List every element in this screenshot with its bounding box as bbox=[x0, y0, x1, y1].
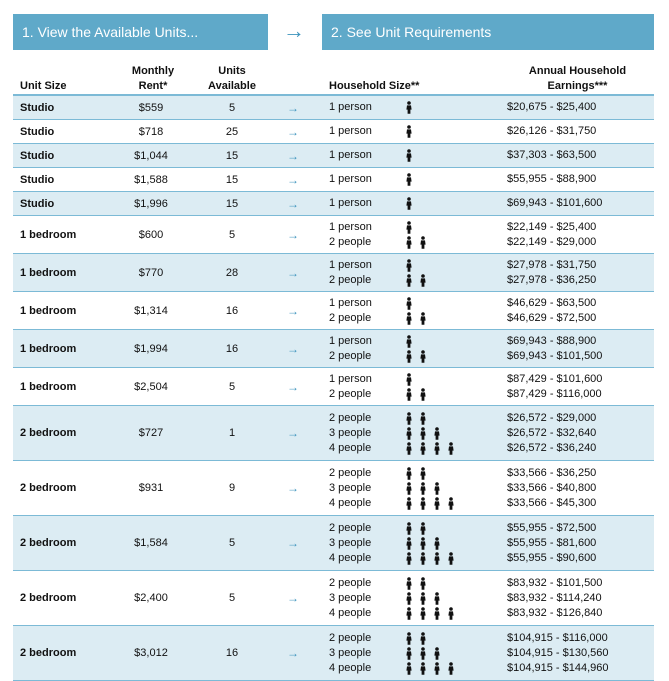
step-2-banner: 2. See Unit Requirements bbox=[322, 14, 654, 50]
person-icons-row bbox=[404, 124, 418, 139]
person-icons-row bbox=[404, 196, 418, 211]
right-arrow-icon: → bbox=[287, 149, 299, 163]
right-arrow-icon: → bbox=[287, 197, 299, 211]
earnings-range: $33,566 - $36,250 bbox=[507, 467, 597, 479]
table-row bbox=[13, 96, 654, 119]
household-sizes bbox=[329, 258, 372, 288]
units-available: 5 bbox=[228, 102, 236, 114]
person-icon bbox=[418, 607, 432, 620]
unit-size: Studio bbox=[20, 198, 55, 210]
person-icon bbox=[404, 412, 418, 425]
right-arrow-icon: → bbox=[287, 125, 299, 139]
person-icon bbox=[418, 522, 432, 535]
person-icon bbox=[418, 388, 432, 401]
units-available: 16 bbox=[225, 647, 239, 659]
person-icon bbox=[418, 412, 432, 425]
monthly-rent: $770 bbox=[138, 267, 164, 279]
person-icons-row bbox=[404, 372, 432, 387]
people-icons bbox=[404, 258, 432, 288]
units-available: 9 bbox=[228, 482, 236, 494]
household-size-label: 1 person bbox=[329, 101, 372, 113]
person-icon bbox=[446, 552, 460, 565]
annual-earnings bbox=[507, 100, 596, 115]
person-icon bbox=[404, 197, 418, 210]
units-available: 25 bbox=[225, 126, 239, 138]
household-size-label: 2 people bbox=[329, 350, 372, 362]
person-icons-row bbox=[404, 296, 432, 311]
person-icons-row bbox=[404, 631, 460, 646]
household-sizes bbox=[329, 334, 372, 364]
household-size-label: 1 person bbox=[329, 149, 372, 161]
monthly-rent: $2,400 bbox=[134, 592, 168, 604]
units-available: 15 bbox=[225, 174, 239, 186]
household-size-label: 2 people bbox=[329, 274, 372, 286]
household-sizes bbox=[329, 124, 372, 139]
annual-earnings bbox=[507, 296, 596, 326]
person-icons-row bbox=[404, 591, 460, 606]
unit-size: Studio bbox=[20, 126, 55, 138]
person-icon bbox=[404, 388, 418, 401]
monthly-rent: $1,584 bbox=[134, 537, 168, 549]
household-size-label: 1 person bbox=[329, 125, 372, 137]
person-icons-row bbox=[404, 387, 432, 402]
person-icon bbox=[418, 592, 432, 605]
person-icon bbox=[404, 350, 418, 363]
earnings-range: $22,149 - $29,000 bbox=[507, 236, 597, 248]
units-available: 28 bbox=[225, 267, 239, 279]
people-icons bbox=[404, 521, 460, 566]
table-row bbox=[13, 571, 654, 625]
household-size-label: 2 people bbox=[329, 236, 372, 248]
people-icons bbox=[404, 411, 460, 456]
unit-size: Studio bbox=[20, 150, 55, 162]
units-available: 15 bbox=[225, 150, 239, 162]
household-size-label: 3 people bbox=[329, 647, 372, 659]
unit-size: 2 bedroom bbox=[20, 427, 77, 439]
household-sizes bbox=[329, 220, 372, 250]
annual-earnings bbox=[507, 334, 602, 364]
person-icon bbox=[404, 662, 418, 675]
monthly-rent: $1,996 bbox=[134, 198, 168, 210]
earnings-range: $55,955 - $88,900 bbox=[507, 173, 597, 185]
earnings-range: $83,932 - $101,500 bbox=[507, 577, 603, 589]
household-size-label: 2 people bbox=[329, 522, 372, 534]
earnings-range: $33,566 - $40,800 bbox=[507, 482, 597, 494]
person-icons-row bbox=[404, 551, 460, 566]
people-icons bbox=[404, 466, 460, 511]
earnings-range: $83,932 - $126,840 bbox=[507, 607, 603, 619]
person-icon bbox=[418, 632, 432, 645]
person-icon bbox=[418, 427, 432, 440]
person-icons-row bbox=[404, 411, 460, 426]
earnings-range: $87,429 - $101,600 bbox=[507, 373, 603, 385]
household-size-label: 3 people bbox=[329, 537, 372, 549]
person-icon bbox=[404, 373, 418, 386]
earnings-range: $104,915 - $130,560 bbox=[507, 647, 609, 659]
earnings-range: $46,629 - $72,500 bbox=[507, 312, 597, 324]
person-icon bbox=[404, 101, 418, 114]
earnings-range: $69,943 - $88,900 bbox=[507, 335, 597, 347]
household-size-label: 3 people bbox=[329, 427, 372, 439]
person-icon bbox=[432, 442, 446, 455]
person-icons-row bbox=[404, 496, 460, 511]
person-icon bbox=[432, 427, 446, 440]
household-size-label: 2 people bbox=[329, 312, 372, 324]
unit-size: 2 bedroom bbox=[20, 592, 77, 604]
person-icon bbox=[404, 522, 418, 535]
unit-size: 2 bedroom bbox=[20, 647, 77, 659]
unit-size: 1 bedroom bbox=[20, 267, 77, 279]
person-icons-row bbox=[404, 576, 460, 591]
household-size-label: 1 person bbox=[329, 335, 372, 347]
earnings-range: $22,149 - $25,400 bbox=[507, 221, 597, 233]
person-icon bbox=[404, 149, 418, 162]
monthly-rent: $600 bbox=[138, 229, 164, 241]
unit-size: 1 bedroom bbox=[20, 305, 77, 317]
monthly-rent: $1,314 bbox=[134, 305, 168, 317]
person-icon bbox=[404, 259, 418, 272]
person-icon bbox=[404, 297, 418, 310]
people-icons bbox=[404, 148, 418, 163]
household-sizes bbox=[329, 296, 372, 326]
unit-size: Studio bbox=[20, 174, 55, 186]
person-icon bbox=[432, 607, 446, 620]
person-icon bbox=[432, 647, 446, 660]
earnings-range: $26,572 - $29,000 bbox=[507, 412, 597, 424]
person-icons-row bbox=[404, 258, 432, 273]
person-icons-row bbox=[404, 172, 418, 187]
monthly-rent: $559 bbox=[138, 102, 164, 114]
annual-earnings bbox=[507, 172, 596, 187]
earnings-range: $26,572 - $36,240 bbox=[507, 442, 597, 454]
person-icons-row bbox=[404, 100, 418, 115]
footnote-fragment bbox=[0, 675, 669, 679]
person-icon bbox=[446, 607, 460, 620]
people-icons bbox=[404, 124, 418, 139]
earnings-range: $69,943 - $101,500 bbox=[507, 350, 603, 362]
earnings-range: $26,126 - $31,750 bbox=[507, 125, 597, 137]
person-icon bbox=[418, 647, 432, 660]
person-icon bbox=[418, 577, 432, 590]
household-sizes bbox=[329, 521, 371, 566]
annual-earnings bbox=[507, 220, 596, 250]
annual-earnings bbox=[507, 576, 602, 621]
household-size-label: 1 person bbox=[329, 259, 372, 271]
person-icons-row bbox=[404, 148, 418, 163]
people-icons bbox=[404, 100, 418, 115]
person-icon bbox=[418, 497, 432, 510]
right-arrow-icon: → bbox=[287, 536, 299, 550]
right-arrow-icon: → bbox=[287, 426, 299, 440]
person-icon bbox=[404, 442, 418, 455]
units-available: 16 bbox=[225, 343, 239, 355]
earnings-range: $46,629 - $63,500 bbox=[507, 297, 597, 309]
table-row bbox=[13, 192, 654, 215]
monthly-rent: $1,588 bbox=[134, 174, 168, 186]
household-size-label: 2 people bbox=[329, 632, 372, 644]
annual-earnings bbox=[507, 411, 596, 456]
annual-earnings bbox=[507, 631, 609, 676]
right-arrow-icon: → bbox=[287, 481, 299, 495]
monthly-rent: $718 bbox=[138, 126, 164, 138]
header-unit-size: Unit Size bbox=[20, 80, 67, 92]
annual-earnings bbox=[507, 521, 596, 566]
household-size-label: 1 person bbox=[329, 221, 372, 233]
people-icons bbox=[404, 196, 418, 211]
earnings-range: $37,303 - $63,500 bbox=[507, 149, 597, 161]
person-icon bbox=[404, 274, 418, 287]
person-icons-row bbox=[404, 220, 432, 235]
person-icons-row bbox=[404, 311, 432, 326]
household-size-label: 4 people bbox=[329, 607, 372, 619]
right-arrow-icon: → bbox=[283, 18, 305, 43]
household-size-label: 4 people bbox=[329, 662, 372, 674]
person-icon bbox=[404, 221, 418, 234]
person-icons-row bbox=[404, 273, 432, 288]
people-icons bbox=[404, 576, 460, 621]
annual-earnings bbox=[507, 148, 596, 163]
earnings-range: $104,915 - $144,960 bbox=[507, 662, 609, 674]
earnings-range: $33,566 - $45,300 bbox=[507, 497, 597, 509]
person-icon bbox=[432, 592, 446, 605]
monthly-rent: $3,012 bbox=[134, 647, 168, 659]
monthly-rent: $1,044 bbox=[134, 150, 168, 162]
person-icon bbox=[432, 497, 446, 510]
person-icon bbox=[432, 552, 446, 565]
household-size-label: 1 person bbox=[329, 373, 372, 385]
person-icon bbox=[404, 497, 418, 510]
unit-size: 1 bedroom bbox=[20, 343, 77, 355]
person-icon bbox=[404, 173, 418, 186]
person-icon bbox=[418, 274, 432, 287]
person-icons-row bbox=[404, 661, 460, 676]
household-sizes bbox=[329, 576, 371, 621]
person-icon bbox=[404, 312, 418, 325]
household-sizes bbox=[329, 411, 371, 456]
right-arrow-icon: → bbox=[287, 228, 299, 242]
units-available: 5 bbox=[228, 537, 236, 549]
units-available: 15 bbox=[225, 198, 239, 210]
person-icon bbox=[404, 482, 418, 495]
monthly-rent: $2,504 bbox=[134, 381, 168, 393]
person-icons-row bbox=[404, 521, 460, 536]
person-icons-row bbox=[404, 349, 432, 364]
table-row bbox=[13, 516, 654, 570]
unit-size: 2 bedroom bbox=[20, 537, 77, 549]
monthly-rent: $727 bbox=[138, 427, 164, 439]
right-arrow-icon: → bbox=[287, 380, 299, 394]
person-icon bbox=[404, 607, 418, 620]
household-size-label: 3 people bbox=[329, 482, 372, 494]
earnings-range: $27,978 - $36,250 bbox=[507, 274, 597, 286]
household-size-label: 2 people bbox=[329, 388, 372, 400]
person-icon bbox=[446, 662, 460, 675]
right-arrow-icon: → bbox=[287, 266, 299, 280]
earnings-range: $83,932 - $114,240 bbox=[507, 592, 602, 604]
table-row bbox=[13, 330, 654, 367]
right-arrow-icon: → bbox=[287, 591, 299, 605]
person-icon bbox=[432, 537, 446, 550]
table-row bbox=[13, 168, 654, 191]
person-icon bbox=[432, 482, 446, 495]
household-sizes bbox=[329, 100, 372, 115]
person-icon bbox=[418, 312, 432, 325]
people-icons bbox=[404, 172, 418, 187]
earnings-range: $26,572 - $32,640 bbox=[507, 427, 597, 439]
household-size-label: 1 person bbox=[329, 197, 372, 209]
person-icon bbox=[418, 482, 432, 495]
unit-size: 2 bedroom bbox=[20, 482, 77, 494]
person-icons-row bbox=[404, 235, 432, 250]
table-row bbox=[13, 461, 654, 515]
table-row bbox=[13, 406, 654, 460]
person-icon bbox=[418, 552, 432, 565]
person-icons-row bbox=[404, 536, 460, 551]
household-size-label: 4 people bbox=[329, 497, 372, 509]
person-icon bbox=[404, 125, 418, 138]
person-icon bbox=[404, 592, 418, 605]
person-icons-row bbox=[404, 606, 460, 621]
person-icon bbox=[418, 467, 432, 480]
person-icons-row bbox=[404, 441, 460, 456]
person-icon bbox=[404, 632, 418, 645]
household-sizes bbox=[329, 196, 372, 211]
units-available: 16 bbox=[225, 305, 239, 317]
household-size-label: 1 person bbox=[329, 173, 372, 185]
household-size-label: 2 people bbox=[329, 412, 372, 424]
people-icons bbox=[404, 631, 460, 676]
monthly-rent: $1,994 bbox=[134, 343, 168, 355]
table-row bbox=[13, 626, 654, 680]
people-icons bbox=[404, 334, 432, 364]
household-sizes bbox=[329, 631, 371, 676]
household-size-label: 2 people bbox=[329, 467, 372, 479]
units-available: 1 bbox=[228, 427, 236, 439]
units-available: 5 bbox=[228, 229, 236, 241]
household-size-label: 4 people bbox=[329, 552, 372, 564]
people-icons bbox=[404, 220, 432, 250]
person-icons-row bbox=[404, 334, 432, 349]
annual-earnings bbox=[507, 196, 602, 211]
person-icon bbox=[404, 236, 418, 249]
units-available: 5 bbox=[228, 381, 236, 393]
household-sizes bbox=[329, 372, 372, 402]
person-icon bbox=[404, 537, 418, 550]
table-row bbox=[13, 120, 654, 143]
table-row bbox=[13, 292, 654, 329]
table-row bbox=[13, 368, 654, 405]
person-icon bbox=[404, 552, 418, 565]
people-icons bbox=[404, 296, 432, 326]
annual-earnings bbox=[507, 372, 602, 402]
person-icon bbox=[446, 497, 460, 510]
household-size-label: 3 people bbox=[329, 592, 372, 604]
person-icons-row bbox=[404, 481, 460, 496]
unit-size: 1 bedroom bbox=[20, 381, 77, 393]
person-icon bbox=[404, 647, 418, 660]
earnings-range: $20,675 - $25,400 bbox=[507, 101, 597, 113]
earnings-range: $55,955 - $72,500 bbox=[507, 522, 597, 534]
step-1-banner: 1. View the Available Units... bbox=[13, 14, 268, 50]
header-units-available: Units Available bbox=[208, 65, 256, 92]
person-icon bbox=[404, 577, 418, 590]
header-household-size: Household Size** bbox=[329, 80, 420, 92]
table-row bbox=[13, 254, 654, 291]
annual-earnings bbox=[507, 466, 596, 511]
right-arrow-icon: → bbox=[287, 342, 299, 356]
person-icon bbox=[432, 662, 446, 675]
earnings-range: $55,955 - $90,600 bbox=[507, 552, 597, 564]
household-size-label: 1 person bbox=[329, 297, 372, 309]
person-icon bbox=[418, 537, 432, 550]
household-sizes bbox=[329, 148, 372, 163]
header-annual-earnings: Annual Household Earnings*** bbox=[528, 65, 627, 92]
unit-size: Studio bbox=[20, 102, 55, 114]
earnings-range: $104,915 - $116,000 bbox=[507, 632, 608, 644]
household-size-label: 4 people bbox=[329, 442, 372, 454]
person-icon bbox=[446, 442, 460, 455]
annual-earnings bbox=[507, 124, 596, 139]
header-monthly-rent: Monthly Rent* bbox=[131, 65, 175, 92]
right-arrow-icon: → bbox=[287, 304, 299, 318]
table-row bbox=[13, 144, 654, 167]
people-icons bbox=[404, 372, 432, 402]
unit-size: 1 bedroom bbox=[20, 229, 77, 241]
person-icons-row bbox=[404, 426, 460, 441]
person-icon bbox=[418, 662, 432, 675]
right-arrow-icon: → bbox=[287, 173, 299, 187]
person-icon bbox=[404, 335, 418, 348]
household-sizes bbox=[329, 466, 371, 511]
household-size-label: 2 people bbox=[329, 577, 372, 589]
person-icon bbox=[418, 350, 432, 363]
right-arrow-icon: → bbox=[287, 101, 299, 115]
earnings-range: $55,955 - $81,600 bbox=[507, 537, 597, 549]
table-row bbox=[13, 216, 654, 253]
monthly-rent: $931 bbox=[138, 482, 164, 494]
person-icon bbox=[404, 467, 418, 480]
household-sizes bbox=[329, 172, 372, 187]
person-icon bbox=[418, 236, 432, 249]
annual-earnings bbox=[507, 258, 596, 288]
units-available: 5 bbox=[228, 592, 236, 604]
earnings-range: $69,943 - $101,600 bbox=[507, 197, 603, 209]
right-arrow-icon: → bbox=[287, 646, 299, 660]
person-icon bbox=[418, 442, 432, 455]
earnings-range: $27,978 - $31,750 bbox=[507, 259, 597, 271]
person-icons-row bbox=[404, 466, 460, 481]
person-icon bbox=[404, 427, 418, 440]
earnings-range: $87,429 - $116,000 bbox=[507, 388, 602, 400]
person-icons-row bbox=[404, 646, 460, 661]
